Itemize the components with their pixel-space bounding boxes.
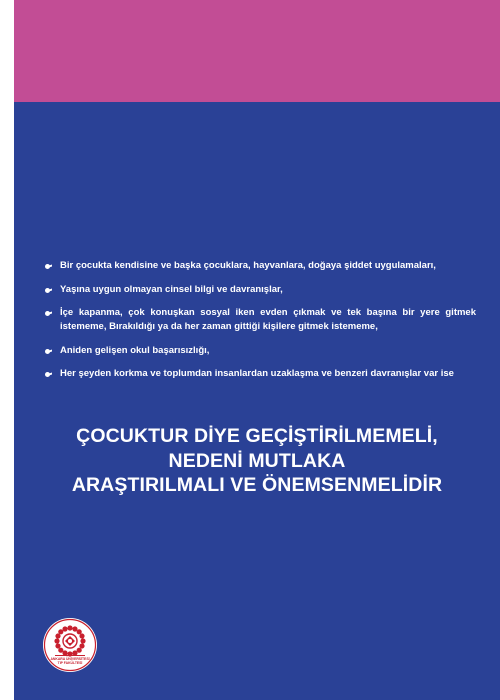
list-item-text: Bir çocukta kendisine ve başka çocuklara, hayvanlara, doğaya şiddet uygulamaları, [60, 260, 436, 271]
seal-text-line-1: ANKARA ÜNİVERSİTESİ [50, 657, 90, 661]
seal-petal [80, 638, 85, 643]
warning-signs-list [44, 259, 476, 391]
bullet-icon [45, 372, 50, 377]
headline-line-2: NEDENİ MUTLAKA [168, 449, 346, 472]
seal-petal [72, 650, 77, 655]
seal-petal [79, 633, 84, 638]
list-item-text: Aniden gelişen okul başarısızlığı, [60, 344, 210, 356]
list-item [44, 344, 476, 358]
bullet-icon [45, 349, 50, 354]
university-seal-icon [42, 617, 98, 673]
top-color-band [14, 0, 500, 102]
seal-graphic [42, 617, 98, 673]
seal-petal [79, 643, 84, 648]
list-item [44, 283, 476, 297]
bullet-icon [45, 288, 50, 293]
headline [14, 424, 500, 498]
list-item-text: Her şeyden korkma ve toplumdan insanlardan uzaklaşma ve benzeri davranışlar var ise [60, 368, 454, 379]
bullet-icon [45, 264, 50, 269]
seal-petal [62, 650, 67, 655]
headline-line-3: ARAŞTIRILMALI VE ÖNEMSENMELİDİR [71, 474, 443, 496]
bullet-icon [45, 311, 50, 316]
main-blue-panel [14, 102, 500, 700]
list-item-text: İçe kapanma, çok konuşkan sosyal iken evden çıkmak ve tek başına bir yere gitmek istememe, Bırakıldığı ya da her zaman gittiği kişilere gitmek istememe, [60, 307, 476, 332]
seal-petal [62, 626, 67, 631]
list-item [44, 259, 476, 273]
seal-petal [55, 643, 60, 648]
seal-text-line-2: TIP FAKÜLTESİ [57, 661, 83, 665]
list-item [44, 367, 476, 381]
seal-petal [54, 638, 59, 643]
seal-petal [67, 625, 72, 630]
seal-petal [55, 633, 60, 638]
list-item-text: Yaşına uygun olmayan cinsel bilgi ve davranışlar, [60, 283, 283, 295]
headline-line-1: ÇOCUKTUR DİYE GEÇİŞTİRİLMEMELİ, [76, 425, 438, 447]
list-item [44, 306, 476, 334]
